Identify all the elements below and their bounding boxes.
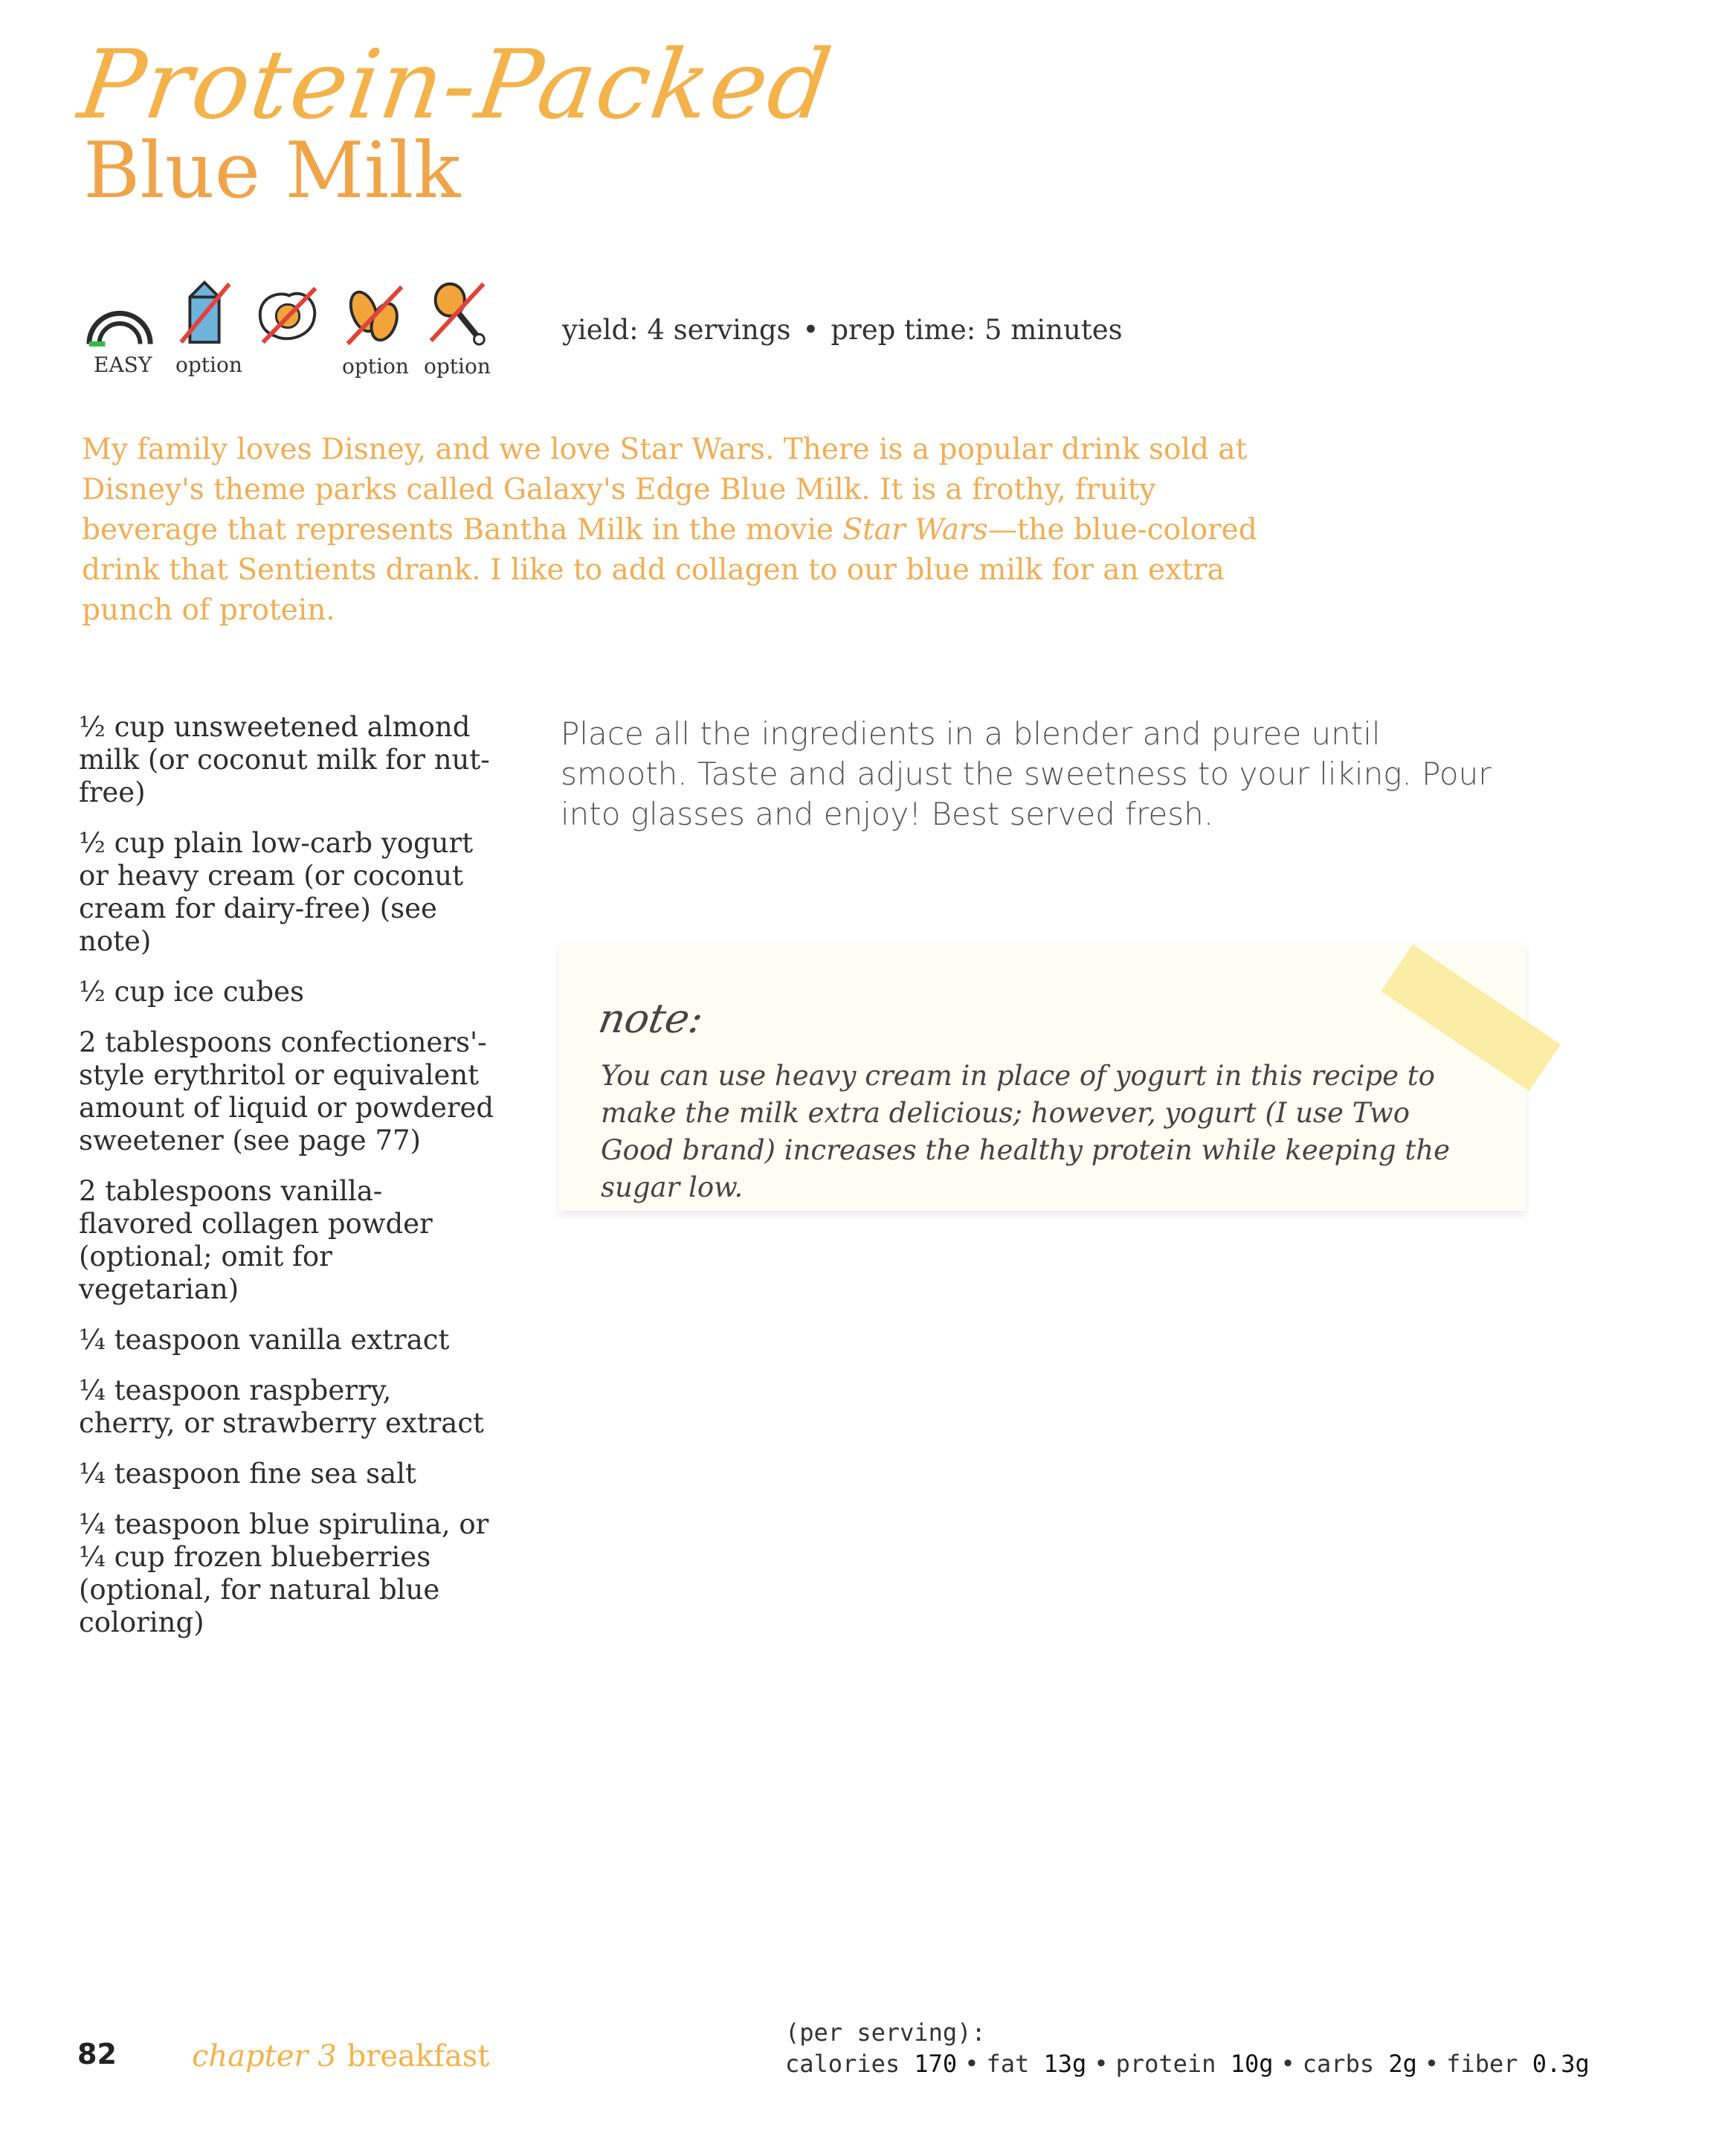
ingredient-item: ¼ teaspoon vanilla extract (79, 1324, 450, 1356)
nutrition-header: (per serving): (785, 2018, 986, 2047)
intro-paragraph (82, 430, 1271, 631)
nutrition-value: 2g (1388, 2050, 1417, 2078)
yield-text: yield: 4 servings (562, 314, 791, 346)
ingredient-item: ½ cup plain low-carb yogurt or heavy cream (or coconut cream for dairy-free) (see note) (79, 827, 474, 957)
nutrition-label: fiber (1446, 2050, 1518, 2078)
egg-free-icon (251, 278, 324, 351)
page-title: Blue Milk (83, 125, 461, 216)
page-number: 82 (77, 2038, 117, 2070)
ingredient-item: ½ cup ice cubes (79, 976, 304, 1008)
icon-label-meat: option (424, 354, 491, 379)
nutrition-value: 13g (1043, 2050, 1087, 2078)
note-label: note: (595, 995, 707, 1042)
nutrition-info (785, 2017, 1590, 2079)
nutrition-label: protein (1115, 2050, 1216, 2078)
chapter-name: breakfast (346, 2039, 490, 2073)
ingredient-item: 2 tablespoons vanilla-flavored collagen powder (optional; omit for vegetarian) (79, 1175, 433, 1305)
intro-text-start: My family loves Disney, and we love Star Wars. There is a popular drink sold at Disney's theme parks called Galaxy's Edge Blue Milk. It is a frothy, fruity beverage that represents Bantha Milk in the movie (82, 433, 1248, 547)
chapter-script: chapter 3 (192, 2039, 337, 2073)
note-text: You can use heavy cream in place of yogurt in this recipe to make the milk extra delicious; however, yogurt (I use Two Good brand) increases the healthy protein while keeping the sugar low. (601, 1060, 1450, 1203)
icon-label-easy: EASY (94, 353, 152, 377)
nutrition-value: 0.3g (1532, 2050, 1590, 2078)
ingredient-item: ½ cup unsweetened almond milk (or coconut milk for nut-free) (79, 711, 490, 808)
chapter-footer (192, 2039, 489, 2073)
icon-label-nut: option (342, 354, 409, 379)
nutrition-separator: • (1280, 2050, 1295, 2078)
nutrition-label: fat (986, 2050, 1030, 2078)
intro-text-end: —the blue-colored drink that Sentients drank. I like to add collagen to our blue milk for an extra punch of protein. (82, 513, 1257, 627)
ingredients-list (79, 711, 495, 1657)
nutrition-value: 170 (914, 2050, 958, 2078)
nut-free-icon (338, 278, 410, 351)
nutrition-value: 10g (1230, 2050, 1274, 2078)
intro-italic-title: Star Wars (842, 513, 988, 547)
meta-separator: • (802, 314, 819, 346)
prep-time-text: prep time: 5 minutes (831, 314, 1123, 346)
dairy-free-carton-icon (168, 275, 241, 348)
ingredient-item: ¼ teaspoon blue spirulina, or ¼ cup frozen blueberries (optional, for natural blue coloring) (79, 1508, 489, 1638)
title-script: Protein-Packed (72, 30, 839, 141)
meat-free-icon (421, 275, 494, 348)
nutrition-separator: • (1094, 2050, 1109, 2078)
nutrition-label: calories (785, 2050, 900, 2078)
nutrition-separator: • (964, 2050, 979, 2078)
ingredient-item: 2 tablespoons confectioners'-style erythritol or equivalent amount of liquid or powdered sweetener (see page 77) (79, 1026, 494, 1156)
recipe-meta (562, 314, 1123, 346)
icon-label-dairy: option (175, 353, 242, 377)
easy-rainbow-icon (83, 287, 156, 360)
ingredient-item: ¼ teaspoon fine sea salt (79, 1458, 416, 1490)
nutrition-values (785, 2048, 1590, 2079)
nutrition-label: carbs (1302, 2050, 1375, 2078)
instructions-text: Place all the ingredients in a blender and puree until smooth. Taste and adjust the sweetness to your liking. Pour into glasses and enjoy! Best served fresh. (561, 715, 1492, 832)
ingredient-item: ¼ teaspoon raspberry, cherry, or strawberry extract (79, 1374, 484, 1439)
nutrition-separator: • (1424, 2050, 1439, 2078)
